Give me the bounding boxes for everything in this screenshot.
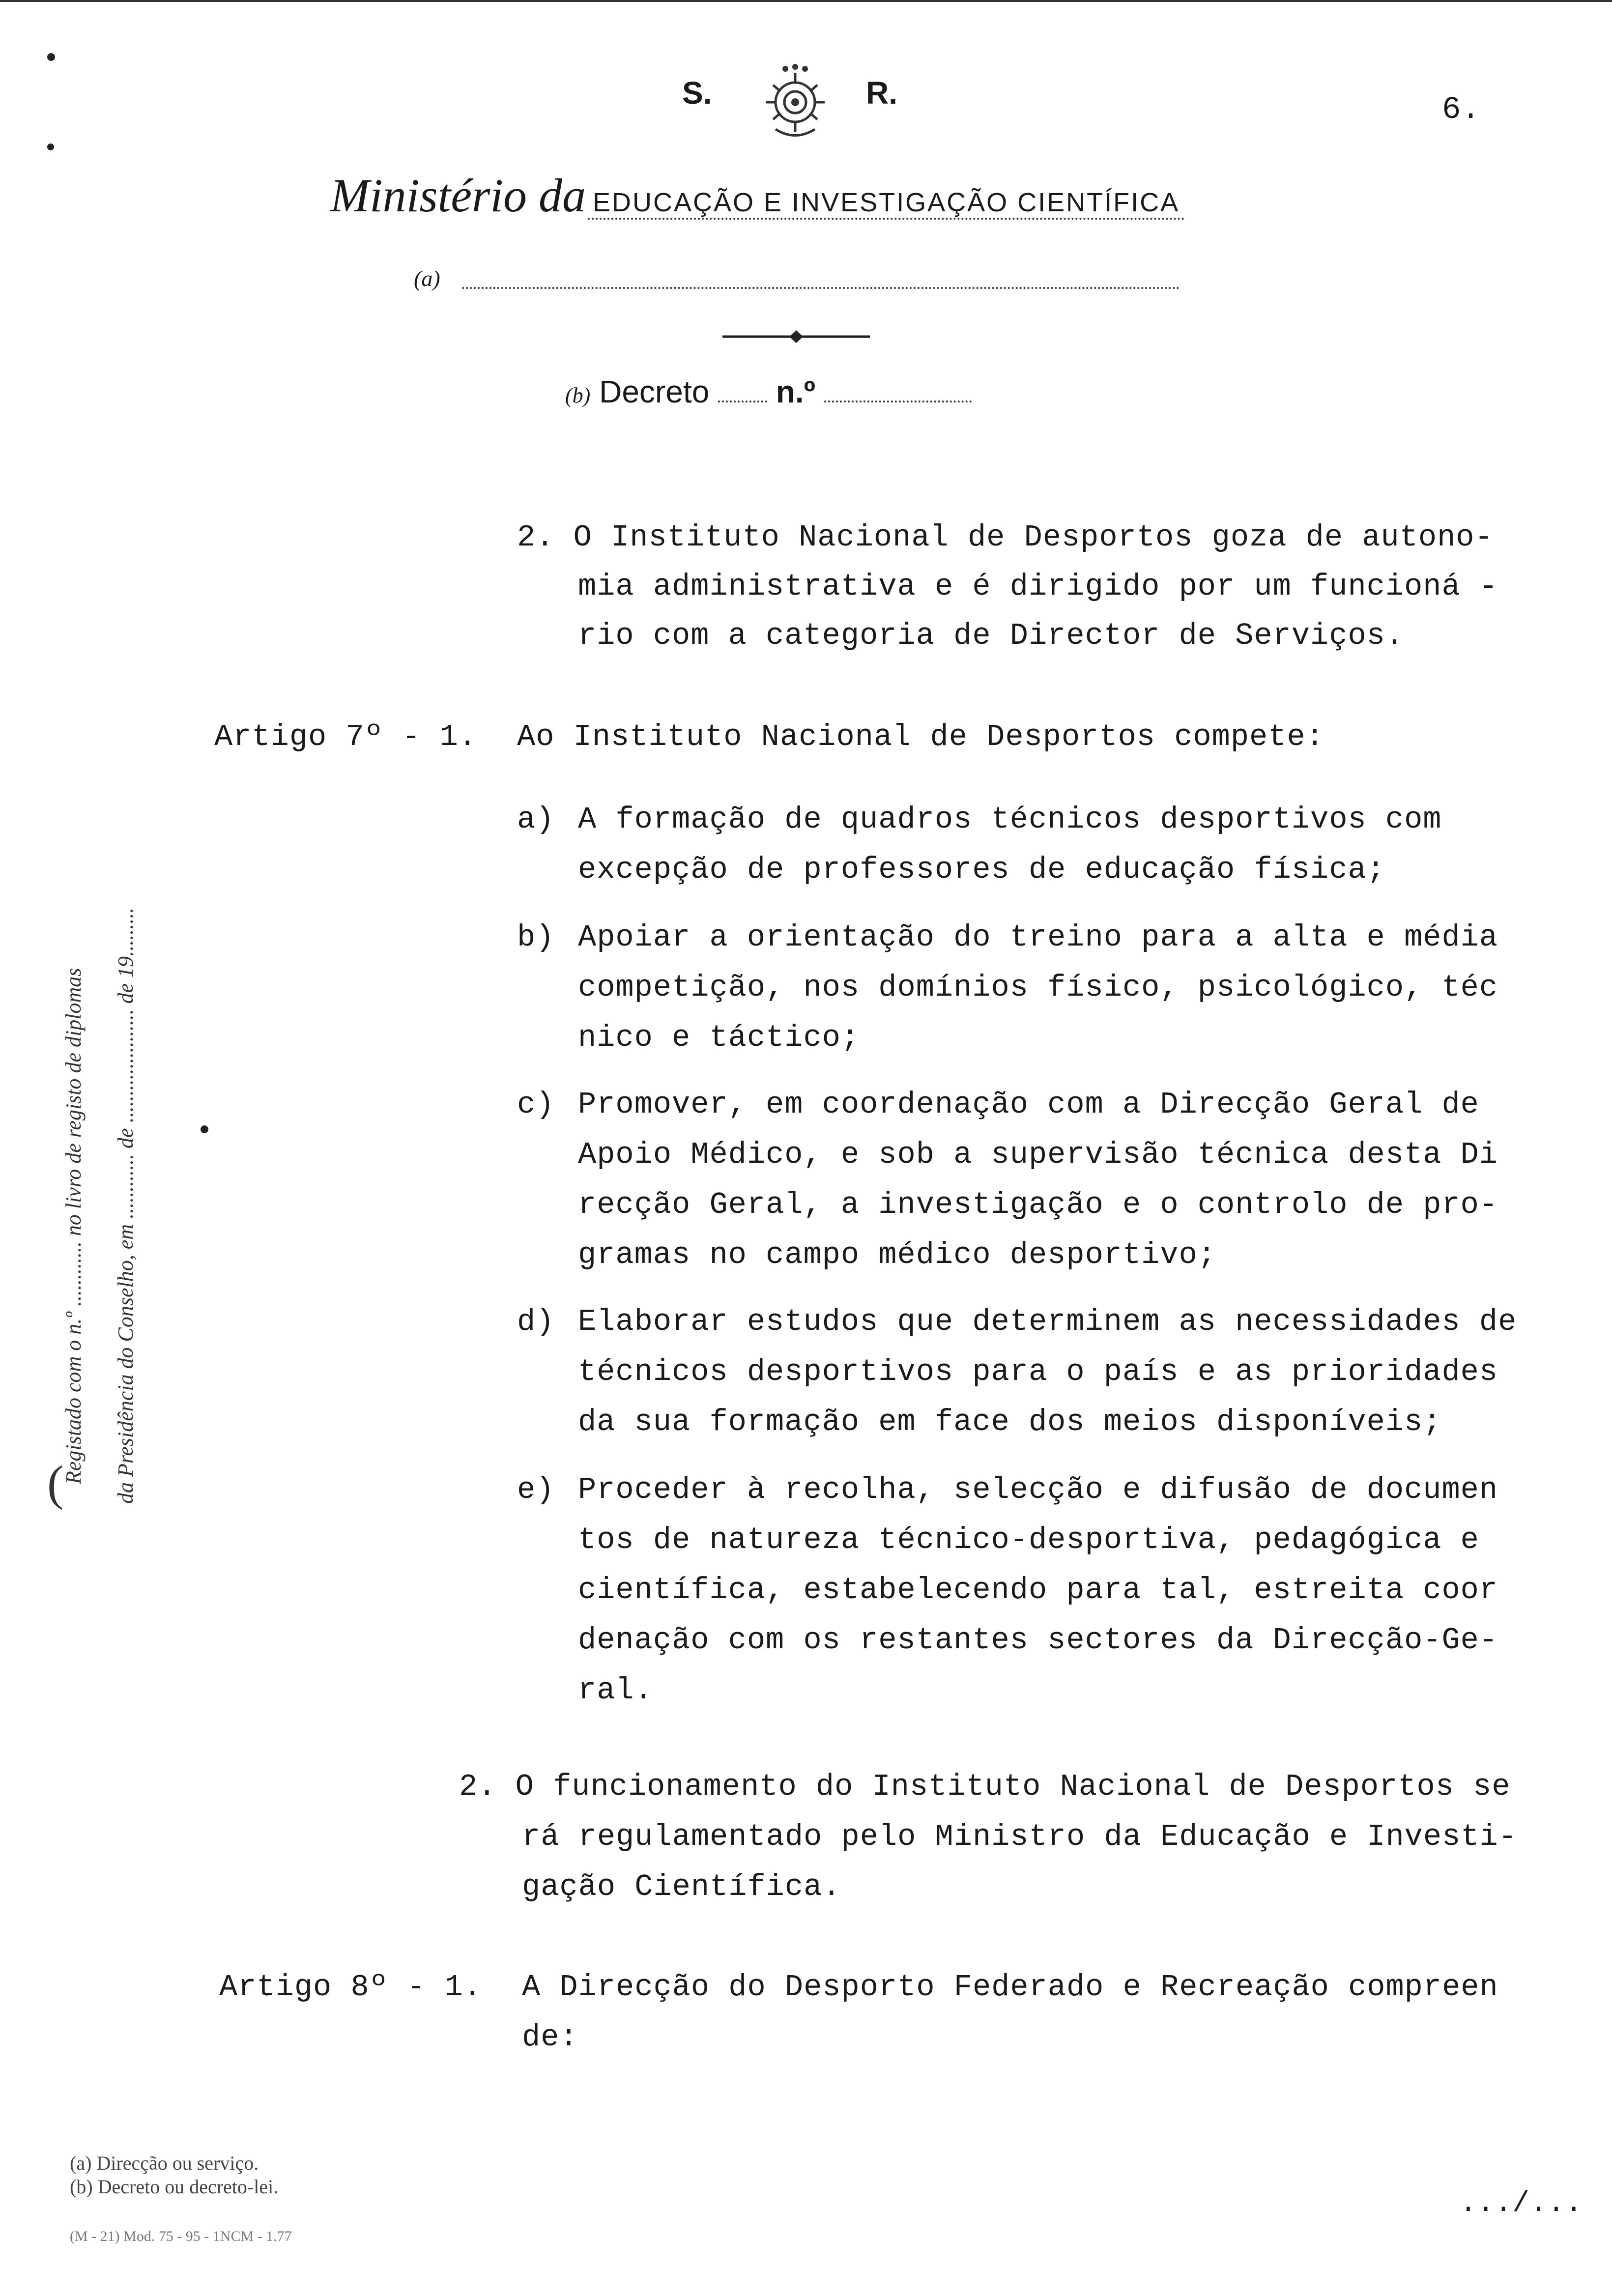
item-d-letter: d) [517,1304,555,1339]
item-e-line-3: científica, estabelecendo para tal, estreita coor [578,1573,1498,1607]
item-e-line-2: tos de natureza técnico-desportiva, pedagógica e [578,1522,1479,1557]
item-e-letter: e) [517,1472,555,1507]
coat-of-arms-icon [746,63,844,144]
article-7-intro: Ao Instituto Nacional de Desportos compete: [517,719,1324,754]
item-c-line-1: Promover, em coordenação com a Direcção Geral de [578,1087,1479,1122]
article-8-line-1: A Direcção do Desporto Federado e Recreação compreen [522,1970,1498,2005]
margin-registration-line2: da Presidência do Conselho, em ............ de ..................... de 19......... [114,907,138,1504]
top-border [0,0,1612,2]
p2-line-2: mia administrativa e é dirigido por um funcioná - [578,569,1498,604]
item-a-letter: a) [517,802,555,837]
decree-label: Decreto [599,374,710,409]
page-number: 6. [1442,92,1481,128]
item-e-line-5: ral. [578,1673,653,1708]
decree-type-field [718,401,767,402]
item-c-line-4: gramas no campo médico desportivo; [578,1237,1217,1272]
header-left-letter: S. [682,75,712,111]
margin-registration-line1: Registado com o n.º ............ no livro de registo de diplomas [61,968,86,1484]
number-label: n.º [776,374,815,409]
article-8-line-2: de: [522,2020,578,2055]
item-c-line-2: Apoio Médico, e sob a supervisão técnica desta Di [578,1137,1498,1172]
article-7-label: Artigo 7º - 1. [214,719,477,754]
p2b-line-2: rá regulamentado pelo Ministro da Educação e Investi- [522,1819,1517,1854]
field-b-label: (b) [565,383,591,407]
p2b-line-3: gação Científica. [522,1869,841,1904]
ministry-name: EDUCAÇÃO E INVESTIGAÇÃO CIENTÍFICA [588,187,1184,220]
print-code: (M - 21) Mod. 75 - 95 - 1NCM - 1.77 [70,2228,292,2244]
item-a-line-1: A formação de quadros técnicos desportivos com [578,802,1442,837]
ornament-divider [722,329,870,346]
p2-line-3: rio com a categoria de Director de Serviços. [578,618,1405,653]
scan-speck [47,53,55,61]
header-right-letter: R. [866,75,897,111]
decree-line [565,373,972,410]
item-b-letter: b) [517,920,555,955]
item-c-letter: c) [517,1087,555,1122]
ministry-prefix: Ministério da [330,169,586,222]
item-b-line-2: competição, nos domínios físico, psicológico, téc [578,970,1498,1005]
item-e-line-1: Proceder à recolha, selecção e difusão de documen [578,1472,1498,1507]
scan-speck [47,144,54,150]
ministry-line [330,168,1184,223]
item-a-line-2: excepção de professores de educação física; [578,852,1385,887]
item-e-line-4: denação com os restantes sectores da Direcção-Ge- [578,1623,1498,1658]
footnote-b: (b) Decreto ou decreto-lei. [70,2176,279,2198]
footnote-a: (a) Direcção ou serviço. [70,2152,259,2174]
item-d-line-1: Elaborar estudos que determinem as necessidades de [578,1304,1517,1339]
item-d-line-2: técnicos desportivos para o país e as prioridades [578,1354,1498,1389]
p2-line-1: 2. O Instituto Nacional de Desportos goza de autono- [517,520,1494,555]
field-a-line [462,287,1180,289]
decree-number-field [824,401,972,402]
continuation-mark: .../... [1460,2188,1583,2220]
article-8-label: Artigo 8º - 1. [219,1970,482,2005]
item-b-line-3: nico e táctico; [578,1020,860,1055]
field-a-label: (a) [414,266,440,291]
item-b-line-1: Apoiar a orientação do treino para a alta e média [578,920,1498,955]
p2b-line-1: 2. O funcionamento do Instituto Nacional de Desportos se [459,1769,1511,1804]
margin-bracket: ( [47,1456,64,1510]
item-c-line-3: recção Geral, a investigação e o controlo de pro- [578,1187,1498,1222]
item-d-line-3: da sua formação em face dos meios disponíveis; [578,1405,1442,1439]
scan-speck [201,1125,208,1133]
